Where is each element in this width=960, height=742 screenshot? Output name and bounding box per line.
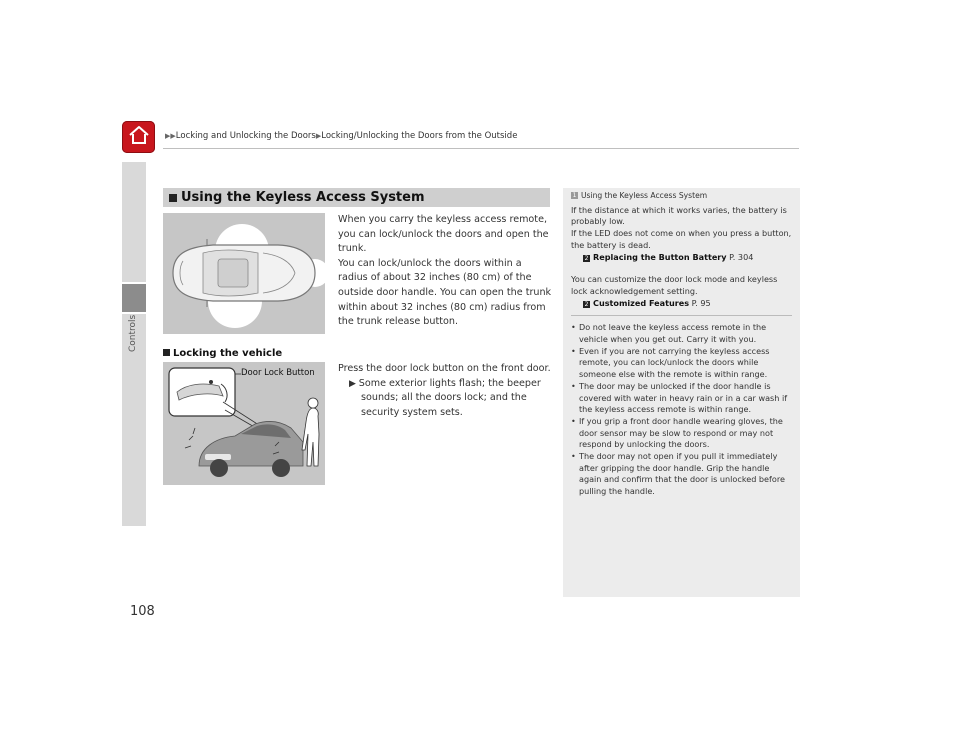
locking-heading	[163, 348, 282, 359]
side-tab-label: Controls	[128, 314, 138, 352]
home-button[interactable]	[122, 121, 155, 153]
section-title: Using the Keyless Access System	[181, 190, 425, 205]
reference-customized-features[interactable]	[571, 298, 792, 310]
intro-text	[338, 213, 553, 330]
bullet-text: The door may not open if you pull it immediately after gripping the door handle. Grip the handle again and confirm that the door is unlocked before pulling the handle.	[579, 451, 785, 497]
reference-replacing-battery[interactable]	[571, 252, 792, 264]
bullet-item	[571, 416, 792, 451]
reference-page: P. 95	[691, 297, 711, 308]
locking-text	[338, 362, 553, 420]
bullet-item	[571, 381, 792, 416]
sidebar-paragraph-3: You can customize the door lock mode and keyless lock acknowledgement setting.	[571, 274, 778, 296]
reference-arrow-icon: 2	[584, 300, 589, 308]
breadcrumb-arrow-icon: ▶	[315, 132, 322, 140]
breadcrumb-arrow-icon: ▶▶	[165, 132, 176, 140]
bullet-icon: •	[571, 415, 576, 426]
bullet-text: If you grip a front door handle wearing gloves, the door sensor may be slow to respond or may not respond by unlocking the doors.	[579, 415, 783, 450]
sidebar-title-text: Using the Keyless Access System	[581, 191, 708, 200]
sidebar-paragraph-1: If the distance at which it works varies, the battery is probably low.	[571, 204, 787, 227]
reference-label[interactable]: Customized Features	[593, 297, 690, 308]
bullet-text: The door may be unlocked if the door handle is covered with water in heavy rain or in a car wash if the keyless access remote is within range.	[579, 380, 788, 415]
side-tab-active[interactable]	[122, 284, 146, 312]
home-icon	[128, 125, 150, 149]
reference-label[interactable]: Replacing the Button Battery	[593, 251, 727, 262]
bullet-item	[571, 451, 792, 498]
breadcrumb-link-doors[interactable]: Locking and Unlocking the Doors	[175, 131, 316, 141]
reference-arrow-icon: 2	[584, 254, 589, 262]
page-number: 108	[130, 604, 155, 619]
bullet-icon: •	[571, 345, 576, 356]
locking-result-text: Some exterior lights flash; the beeper sounds; all the doors lock; and the security system sets.	[358, 377, 541, 418]
intro-paragraph-2: You can lock/unlock the doors within a radius of about 32 inches (80 cm) of the outside door handle. You can open the trunk within about 32 inches (80 cm) radius from the trunk release button.	[338, 257, 552, 328]
reference-page: P. 304	[729, 251, 754, 262]
keyless-range-illustration	[163, 213, 325, 334]
sidebar-divider	[571, 315, 792, 316]
bullet-item	[571, 322, 792, 345]
locking-instruction: Press the door lock button on the front door.	[338, 363, 551, 374]
breadcrumb	[165, 131, 517, 141]
locking-result	[338, 377, 553, 421]
breadcrumb-current: Locking/Unlocking the Doors from the Outside	[321, 131, 518, 141]
result-arrow-icon: ▶	[349, 378, 359, 389]
bullet-icon: •	[571, 380, 576, 391]
intro-paragraph-1: When you carry the keyless access remote, you can lock/unlock the doors and open the trunk.	[338, 214, 549, 255]
bullet-item	[571, 346, 792, 381]
sidebar-paragraph-2: If the LED does not come on when you press a button, the battery is dead.	[571, 228, 792, 250]
bullet-text: Do not leave the keyless access remote in the vehicle when you get out. Carry it with you.	[579, 322, 767, 345]
side-tab-upper	[122, 162, 146, 282]
door-lock-button-callout: Door Lock Button	[241, 368, 315, 378]
locking-heading-text: Locking the vehicle	[173, 348, 283, 359]
bullet-icon: •	[571, 451, 576, 462]
sidebar-title	[571, 190, 792, 202]
notes-sidebar	[563, 188, 800, 597]
bullet-icon: •	[571, 322, 576, 333]
section-heading-bar	[163, 188, 550, 207]
bullet-text: Even if you are not carrying the keyless access remote, you can lock/unlock the doors while someone else with the remote is within range.	[579, 345, 770, 380]
section-square-icon	[169, 194, 177, 202]
header-divider	[163, 148, 799, 149]
subhead-square-icon	[163, 349, 170, 356]
door-lock-illustration	[163, 362, 325, 485]
note-marker-icon: 1	[572, 192, 577, 200]
